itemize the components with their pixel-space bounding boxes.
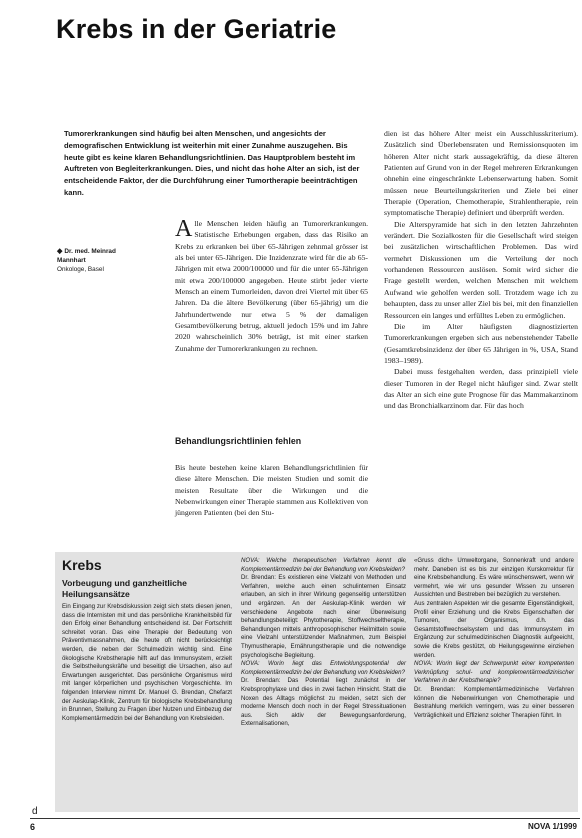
sidebar-title: Krebs: [62, 557, 102, 573]
interview-answer: Dr. Brendan: Komplementärmedizinische Verfahren können die Nebenwirkungen von Chemotherapie und Bestrahlung merklich verringern, was zu einer besseren Verträglichkeit und Effizienz solcher Therapien führt. In: [414, 685, 574, 719]
body-column-1-bottom: Bis heute bestehen keine klaren Behandlungsrichtlinien für diese ältere Menschen. Die meisten Studien und somit die meisten Resultate über die Wirkungen und die Nebenwirkungen einer Therapie stammen aus Kollektiven von jüngeren Patienten (bei den Stu-: [175, 463, 368, 518]
sidebar-subtitle: Vorbeugung und ganzheitliche Heilungsansätze: [62, 578, 187, 599]
body-text-1: lle Menschen leiden häufig an Tumorerkrankungen. Statistische Erhebungen ergaben, dass das Risiko an Krebs zu erkranken bei über 65-Jährigen zehnmal grösser ist als bei unter 65-Jährigen. Die Inzidenzrate wird für die ab 65-Jährigen mit etwa 2000/100000 und für die unter 65-Jährigen mit etwa 200/100000 angegeben. Heute stirbt jeder vierte Mensch an einem Tumorleiden, davon drei Viertel mit über 65 Jahren. Da die ältere Bevölkerung (über 65-jährig) um die Jahrhundertwende nur etwa 5 % der damaligen Gesamtbevölkerung betrug, aktuell jedoch 15% und im Jahre 2020 wahrscheinlich 30% beträgt, ist mit einer starken Zunahme der Tumorerkrankungen zu rechnen.: [175, 219, 368, 353]
interview-question: NOVA: Worin liegt das Entwicklungspotential der Komplementärmedizin bei der Behandlung von Krebsleiden?: [241, 660, 406, 676]
interview-answer: «Gruss dich» Umweltorgane, Sonnenkraft und andere mehr. Daneben ist es bis zur einzigen Kurskorrektur für eine Krebsbehandlung. Es wäre wünschenswert, wenn wir vermehrt, wie wir uns gesunder Wissen zu unseren Aussichten und Bestreben bei bezüglich zu verstehen.: [414, 557, 574, 599]
interview-answer: Aus zentralen Aspekten wir die gesamte Eigenständigkeit, Profil einer Erziehung und die Krebs Eigenschaften der Tumoren, der Organismus, d.h. das Gesamtstoffwechselsystem und das Immunsystem im Ergänzung zur schulmedizinischen Diagnostik aufgeeicht, sowie die Krebs gestützt, ob Heilungsgewinne einziehen werden.: [414, 599, 574, 659]
interview-answer: Dr. Brendan: Das Potential liegt zunächst in der Krebsprophylaxe und dies in zwei fachen Hinsicht. Statt die Noxen des Alltags möglichst zu meiden, setzt sich der moderne Mensch doch noch in der Regel Stressituationen aus. Sich aktiv der Bewegungsanforderung, Externalisationen,: [241, 677, 406, 728]
interview-question: NOVA: Welche therapeutischen Verfahren kennt die Komplementärmedizin bei der Behandlung von Krebsleiden?: [241, 557, 406, 573]
sidebar-column-3: [414, 557, 574, 720]
footer-rule: [30, 818, 580, 819]
body-column-1-top: [175, 218, 368, 354]
interview-question: NOVA: Worin liegt der Schwerpunkt einer kompetenten Verknüpfung schul- und komplementärmedizinischer Verfahren in der Krebstherapie?: [414, 660, 574, 685]
paragraph: Die im Alter häufigsten diagnostizierten Tumorerkrankungen ergeben sich aus nebenstehender Tabelle (Gesamtkrebsinzidenz der über 65 Jährigen in %, USA, Stand 1983–1989).: [384, 321, 578, 365]
author-block: [57, 247, 119, 274]
section-subhead: Behandlungsrichtlinien fehlen: [175, 436, 302, 446]
paragraph: dien ist das höhere Alter meist ein Ausschlusskriterium). Zusätzlich sind Überlebensraten und Remissionsquoten im höheren Alter nicht stark aussagekräftig, da diese älteren Patienten auf Grund von in der Regel mehreren Erkrankungen ohnehin eine eingeschränkte Lebenserwartung haben. Somit müssen neue Beurteilungskriterien und Ziele bei einer Therapie (Operation, Chemotherapie, Strahlentherapie, rein symptomatische Therapie) definiert und überprüft werden.: [384, 129, 578, 218]
magazine-issue: NOVA 1/1999: [528, 822, 577, 831]
sidebar-column-2: [241, 557, 406, 729]
author-name: [57, 247, 119, 265]
author-name-text: Dr. med. Meinrad Mannhart: [57, 248, 116, 264]
drop-cap: A: [175, 216, 193, 242]
article-lead: Tumorerkrankungen sind häufig bei alten Menschen, und angesichts der demografischen Entwicklung ist weiterhin mit einer Zunahme auszugehen. Bis heute gibt es keine klaren Behandlungsrichtlinien. Das Hauptproblem besteht im Auftreten von Begleiterkrankungen. Dies, und nicht das hohe Alter an sich, ist der entscheidende Faktor, der die Durchführung einer Tumortherapie beeinträchtigen kann.: [64, 129, 360, 197]
interview-answer: Dr. Brendan: Es existieren eine Vielzahl von Methoden und Verfahren, welche auch einen schulinternen Einsatz erlauben, an sich in ihrer Wirkung gegenseitig unterstützen und ergänzen. An der Aeskulap-Klinik werden wir verschiedene Angebote nach einer Überweisung behandlungsbeteiligt: Phytotherapie, Stoffwechseltherapie, Behandlungen mittels anthroposophischer Heilmitteln sowie eine Vielzahl unterstützender Maßnahmen, zum Beispiel Thymustherapie, Ernährungstherapie und die notwendige psychologische Begleitung.: [241, 574, 406, 659]
footer-mark: d: [32, 806, 38, 817]
sidebar-column-1: Ein Eingang zur Krebsdiskussion zeigt sich stets diesen jenen, dass die Internisten mit und das persönliche Krankheitsbild für den Erfolg einer Behandlung entscheidend ist. Der Fortschritt schreitet voran. Das eine Therapie der Bedeutung von Präventivmassnahmen, die heute oft nicht berücksichtigt werden, die neben der Schulmedizin wichtig sind. Eine ökologische Krebstherapie hilft auf das Immunsystem, erzielt die Selbstheilungskräfte und beseitigt die Ursachen, also auf Erwartungen ausgerichtet. Das persönliche Organismus wird mit langer körperlichen und psychischen Vorgeschichte. Im folgenden Interview nimmt Dr. Manuel G. Brendan, Chefarzt der Aeskulap-Klinik, Zentrum für biologische Krebsbehandlung in Brunnen, Stellung zu Fragen über Nutzen und Einbezug der Komplementärmedizin bei der Behandlung von Krebsleiden.: [62, 603, 232, 722]
author-role: Onkologe, Basel: [57, 266, 104, 273]
diamond-icon: ◆: [57, 248, 63, 255]
article-title: Krebs in der Geriatrie: [56, 14, 337, 44]
body-column-2: [384, 128, 578, 412]
paragraph: Dabei muss festgehalten werden, dass prinzipiell viele dieser Tumoren in der Regel nicht häufiger sind. Zwar stellt das Alter an sich eine gute Prognose für das Mammakarzinom und das Bronchialkarzinom dar. Für das hoch: [384, 367, 578, 411]
paragraph: Die Alterspyramide hat sich in den letzten Jahrzehnten verändert. Die Sozialkosten für die Gesellschaft wird steigen bei zusätzlichen wirtschaftlichen Problemen. Das wird vermehrt Diskussionen um die Verteilung der noch vorhandenen Ressourcen auslösen. Somit wird sicher die Frage gestellt werden, welchen Menschen mit welchem Aufwand wie geholfen werden soll. Trotzdem wage ich zu behaupten, dass zu unser aller Ziel bis bei, mit den finanziellen Ressourcen ein langes und erfülltes Leben zu ermöglichen.: [384, 219, 578, 320]
page-number: 6: [30, 822, 36, 832]
